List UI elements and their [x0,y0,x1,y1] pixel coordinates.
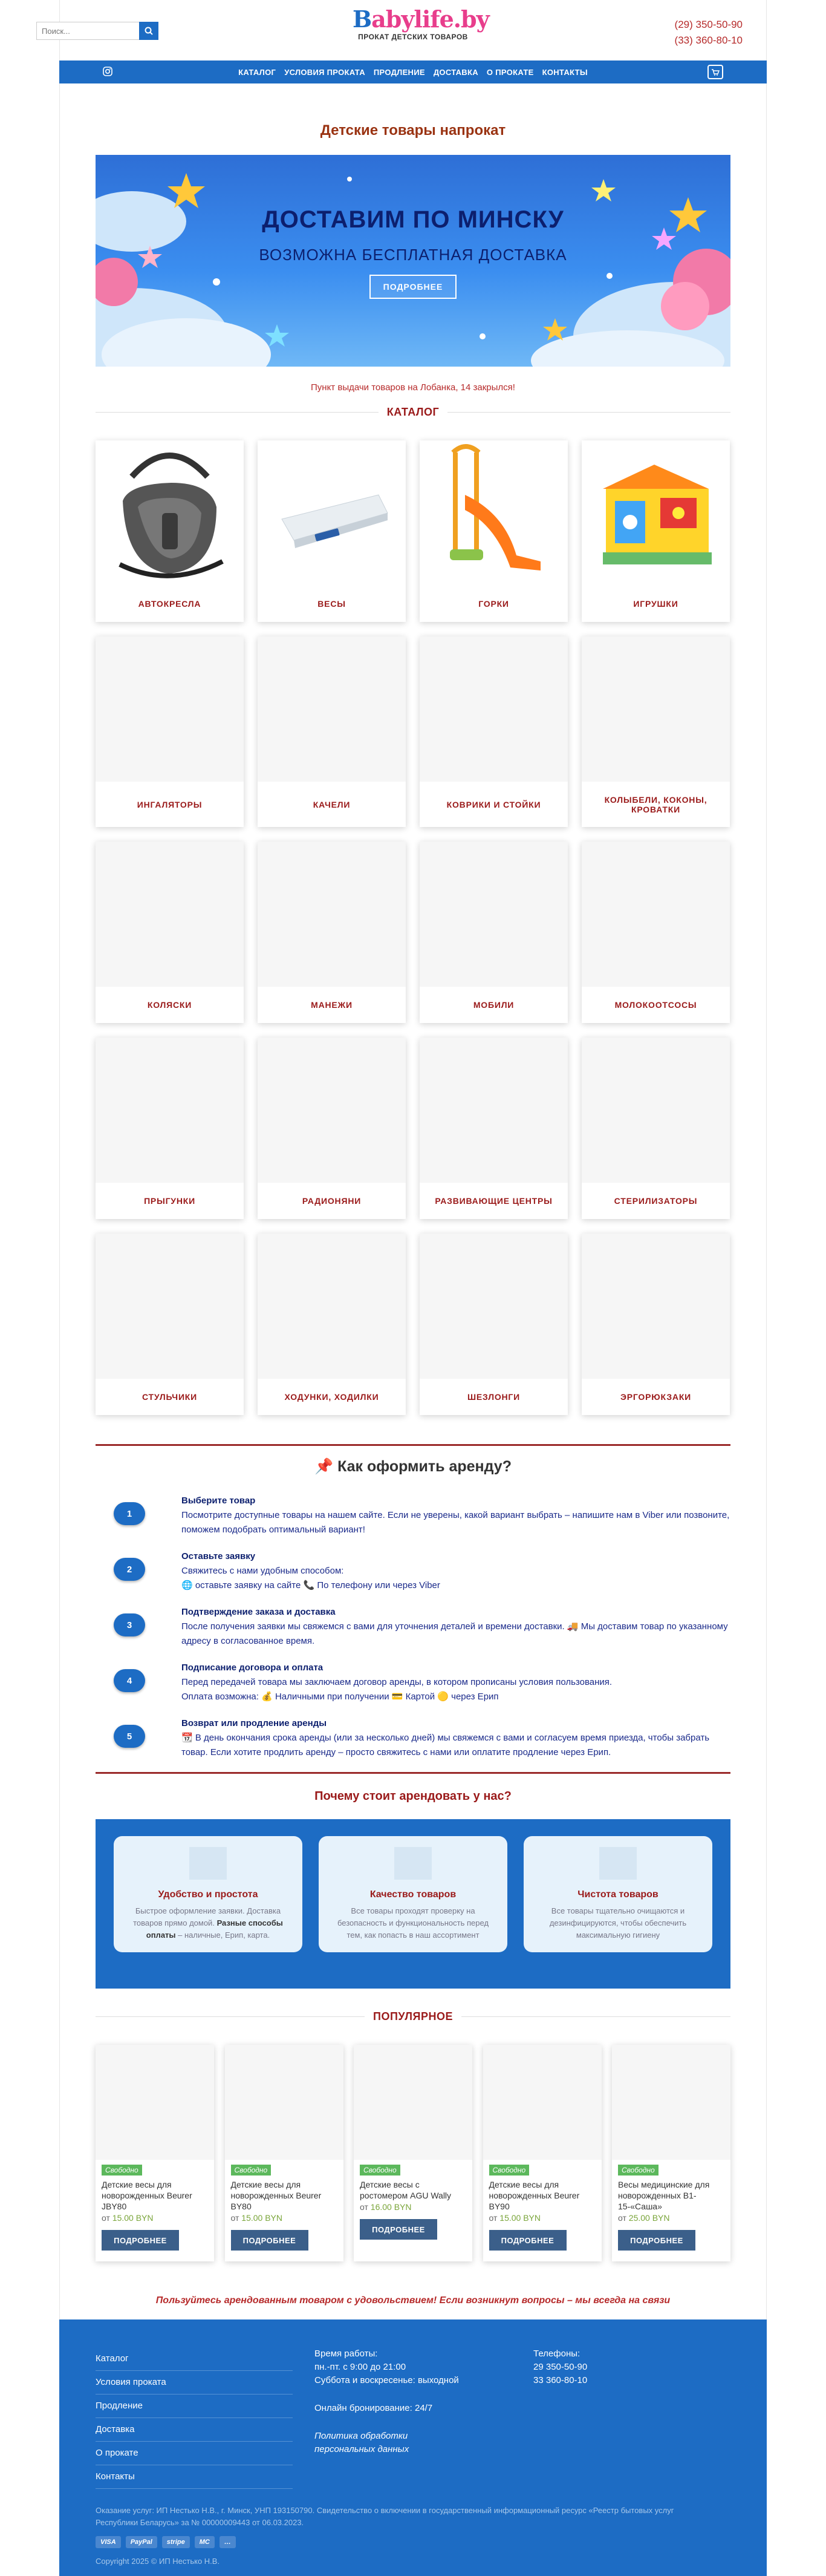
category-image [258,1038,406,1183]
banner-more-button[interactable]: ПОДРОБНЕЕ [369,275,457,299]
availability-badge: Свободно [618,2165,659,2176]
category-image [96,440,244,586]
category-card-scales[interactable] [258,440,406,622]
product-image[interactable] [96,2045,214,2160]
category-card-ergo-carriers[interactable] [582,1234,730,1415]
product-card[interactable] [483,2045,602,2261]
category-label: ПРЫГУНКИ [144,1196,195,1206]
category-label: МОБИЛИ [473,1000,515,1010]
category-card-strollers[interactable] [96,842,244,1023]
product-image[interactable] [612,2045,730,2160]
step-text: 📆 В день окончания срока аренды (или за несколько дней) мы свяжемся с вами и согласуем время приезда, чтобы забрать товар. Если хотите продлить аренду – просто свяжитесь с нами или оплатите продление через Ерип. [181,1733,710,1757]
category-image [420,636,568,782]
popular-products [96,2045,730,2261]
product-price: 15.00 BYN [241,2213,282,2223]
step-text: После получения заявки мы свяжемся с вами для уточнения деталей и времени доставки. 🚚 Мы доставим товар по указанному адресу в согласованное время. [181,1621,728,1646]
why-box-text: Быстрое оформление заявки. Доставка товаров прямо домой. [133,1906,281,1927]
category-card-baby-monitors[interactable] [258,1038,406,1219]
instagram-icon[interactable] [103,67,112,79]
category-card-highchairs[interactable] [96,1234,244,1415]
header-phones [675,17,743,48]
nav-rental-terms[interactable]: УСЛОВИЯ ПРОКАТА [284,67,365,77]
footer-phone-1[interactable]: 29 350-50-90 [533,2362,588,2372]
catalog-title: КАТАЛОГ [386,406,440,418]
step-text-2: 🌐 оставьте заявку на сайте 📞 По телефону или через Viber [181,1580,440,1590]
product-price: 16.00 BYN [370,2202,412,2212]
logo-letter: B [353,5,372,33]
category-image [420,1038,568,1183]
availability-badge: Свободно [102,2165,142,2176]
why-box-title: Чистота товаров [577,1889,659,1900]
logo-text: abylife.by [371,5,489,33]
category-label: МОЛОКООТСОСЫ [614,1000,697,1010]
product-price: 15.00 BYN [499,2213,541,2223]
price-prefix: от [618,2213,626,2223]
slogan: Пользуйтесь арендованным товаром с удовольствием! Если возникнут вопросы – мы всегда на связи [155,2295,671,2306]
product-name[interactable]: Детские весы для новорожденных Beurer BY90 [489,2180,580,2211]
category-label: КОЛЫБЕЛИ, КОКОНЫ, КРОВАТКИ [604,794,707,814]
search-icon [145,27,153,35]
pickup-notice: Пункт выдачи товаров на Лобанка, 14 закрылся! [311,382,515,393]
product-price: 25.00 BYN [628,2213,670,2223]
why-box-bold: Разные способы оплаты [146,1918,283,1940]
category-image [420,440,568,586]
product-card[interactable] [225,2045,343,2261]
product-image[interactable] [483,2045,602,2160]
availability-badge: Свободно [360,2165,400,2176]
banner-subheadline: ВОЗМОЖНА БЕСПЛАТНАЯ ДОСТАВКА [259,246,567,264]
category-label: АВТОКРЕСЛА [138,599,201,609]
category-card-walkers[interactable] [258,1234,406,1415]
why-box [524,1836,712,1952]
why-box-text: Все товары проходят проверку на безопасность и функциональность перед тем, как попасть в наш ассортимент [337,1906,489,1940]
product-card[interactable] [96,2045,214,2261]
header-phone-1[interactable]: (29) 350-50-90 [674,19,743,30]
visa-icon: VISA [96,2536,121,2548]
nav-about[interactable]: О ПРОКАТЕ [486,67,534,77]
site-header [0,0,826,60]
price-prefix: от [102,2213,110,2223]
category-image [96,842,244,987]
why-box-text: Все товары тщательно очищаются и дезинфицируются, чтобы обеспечить максимальную гигиену [549,1906,687,1940]
product-image[interactable] [225,2045,343,2160]
nav-contacts[interactable]: КОНТАКТЫ [542,67,588,77]
payment-more-icon: … [220,2536,236,2548]
step-title: Выберите товар [181,1496,256,1506]
category-label: СТУЛЬЧИКИ [141,1392,198,1402]
product-more-button[interactable]: ПОДРОБНЕЕ [102,2230,179,2251]
category-card-swings[interactable] [258,636,406,827]
product-card[interactable] [612,2045,730,2261]
product-image[interactable] [354,2045,472,2160]
why-box-icon [394,1847,432,1880]
category-label: СТЕРИЛИЗАТОРЫ [614,1196,698,1206]
mastercard-icon: MC [195,2536,215,2548]
category-card-car-seats[interactable] [96,440,244,622]
category-image [582,1038,730,1183]
online-booking: Онлайн бронирование: 24/7 [314,2403,433,2413]
step-number: 2 [114,1558,145,1581]
site-footer [59,2319,767,2576]
category-card-jumpers[interactable] [96,1038,244,1219]
howto-step [114,1494,730,1537]
why-title: Почему стоит арендовать у нас? [314,1790,512,1803]
category-card-activity-centers[interactable] [420,1038,568,1219]
footer-phone-2[interactable]: 33 360-80-10 [533,2375,588,2385]
step-title: Возврат или продление аренды [181,1718,327,1728]
hours-weekend: Суббота и воскресенье: выходной [314,2375,459,2385]
category-label: РАЗВИВАЮЩИЕ ЦЕНТРЫ [435,1196,553,1206]
header-phone-2[interactable]: (33) 360-80-10 [674,34,743,46]
category-card-toys[interactable] [582,440,730,622]
product-more-button[interactable]: ПОДРОБНЕЕ [231,2230,308,2251]
howto-step [114,1605,730,1649]
popular-title: ПОПУЛЯРНОЕ [373,2010,453,2022]
step-title: Подписание договора и оплата [181,1662,324,1673]
search-button[interactable] [139,22,158,40]
category-image [258,842,406,987]
hero-banner [96,155,730,367]
step-number: 1 [114,1502,145,1525]
category-label: ИНГАЛЯТОРЫ [137,799,203,809]
page-title: Детские товары напрокат [320,122,506,139]
footer-link-about[interactable]: О прокате [96,2442,293,2465]
section-divider [96,1444,730,1446]
copyright: Copyright 2025 © ИП Нестько Н.В. [96,2557,220,2566]
category-card-play-mats[interactable] [420,636,568,827]
why-section [96,1819,730,1989]
cart-icon[interactable] [707,65,723,79]
category-card-cribs[interactable] [582,636,730,827]
category-label: ИГРУШКИ [633,599,678,609]
hours-title: Время работы: [314,2349,378,2359]
nav-delivery[interactable]: ДОСТАВКА [433,67,478,77]
category-image [420,842,568,987]
howto-step [114,1661,730,1704]
product-more-button[interactable]: ПОДРОБНЕЕ [360,2219,437,2240]
site-logo[interactable] [353,5,489,41]
howto-step [114,1716,730,1760]
phones-title: Телефоны: [533,2349,580,2359]
stripe-icon: stripe [162,2536,190,2548]
footer-link-terms[interactable]: Условия проката [96,2371,293,2395]
category-image [420,1234,568,1379]
footer-link-extension[interactable]: Продление [96,2395,293,2418]
category-image [258,1234,406,1379]
nav-extension[interactable]: ПРОДЛЕНИЕ [373,67,425,77]
category-image [258,440,406,586]
category-card-slides[interactable] [420,440,568,622]
category-image [96,636,244,782]
step-text: Посмотрите доступные товары на нашем сайте. Если не уверены, какой вариант выбрать – напишите нам в Viber или позвоните, поможем подобрать оптимальный вариант! [181,1510,730,1535]
category-card-breast-pumps[interactable] [582,842,730,1023]
footer-link-delivery[interactable]: Доставка [96,2418,293,2442]
step-title: Подтверждение заказа и доставка [181,1607,336,1617]
price-prefix: от [360,2202,368,2212]
why-box-icon [599,1847,637,1880]
product-more-button[interactable]: ПОДРОБНЕЕ [618,2230,695,2251]
step-text: Перед передачей товара мы заключаем договор аренды, в котором прописаны условия пользования. [181,1677,613,1687]
category-label: ГОРКИ [478,599,509,609]
product-price: 15.00 BYN [112,2213,154,2223]
step-text: Свяжитесь с нами удобным способом: [181,1566,344,1576]
step-number: 4 [114,1669,145,1692]
product-name[interactable]: Весы медицинские для новорожденных В1-15-«Саша» [618,2180,710,2211]
footer-hours [314,2347,496,2456]
category-image [582,842,730,987]
why-box [114,1836,302,1952]
category-image [582,440,730,586]
nav-catalog[interactable]: КАТАЛОГ [238,67,276,77]
why-box-text-2: – наличные, Ерип, карта. [178,1930,270,1940]
step-number: 5 [114,1725,145,1748]
category-card-playpens[interactable] [258,842,406,1023]
price-prefix: от [489,2213,498,2223]
product-name[interactable]: Детские весы с ростомером AGU Wally [360,2180,452,2200]
howto-title: 📌 Как оформить аренду? [314,1458,512,1475]
category-card-bouncers[interactable] [420,1234,568,1415]
hours-weekdays: пн.-пт. с 9:00 до 21:00 [314,2362,406,2372]
footer-phones [533,2347,715,2387]
category-label: ЭРГОРЮКЗАКИ [620,1392,692,1402]
product-name[interactable]: Детские весы для новорожденных Beurer BY80 [230,2180,322,2211]
availability-badge: Свободно [489,2165,530,2176]
search-form [36,22,158,40]
price-prefix: от [230,2213,239,2223]
category-label: ШЕЗЛОНГИ [467,1392,521,1402]
step-number: 3 [114,1613,145,1636]
main-nav [59,60,767,83]
category-label: ВЕСЫ [317,599,346,609]
payment-icons [96,2536,236,2548]
category-card-inhalers[interactable] [96,636,244,827]
howto-step [114,1549,730,1593]
footer-link-contacts[interactable]: Контакты [96,2465,293,2489]
category-label: КОЛЯСКИ [147,1000,192,1010]
footer-menu [96,2347,293,2489]
category-image [582,1234,730,1379]
footer-link-catalog[interactable]: Каталог [96,2347,293,2371]
why-box-title: Качество товаров [369,1889,457,1900]
banner-headline: ДОСТАВИМ ПО МИНСКУ [262,206,564,233]
category-label: ХОДУНКИ, ХОДИЛКИ [284,1392,379,1402]
step-title: Оставьте заявку [181,1551,256,1561]
availability-badge: Свободно [231,2165,272,2176]
product-card[interactable] [354,2045,472,2261]
catalog-heading [96,406,730,419]
category-image [258,636,406,782]
step-text-2: Оплата возможна: 💰 Наличными при получении 💳 Картой 🟡 через Ерип [181,1692,499,1702]
category-label: МАНЕЖИ [311,1000,353,1010]
category-image [96,1038,244,1183]
why-box-title: Удобство и простота [158,1889,258,1900]
legal-notice: Оказание услуг: ИП Нестько Н.В., г. Минск, УНП 193150790. Свидетельство о включении в государственный информационный ресурс «Реестр бытовых услуг Республики Беларусь» за № 00000009443 от 06.03.2023. [96,2506,674,2527]
paypal-icon: PayPal [126,2536,157,2548]
why-box [319,1836,507,1952]
logo-subtitle: ПРОКАТ ДЕТСКИХ ТОВАРОВ [358,33,468,41]
section-divider [96,1772,730,1774]
category-label: КАЧЕЛИ [313,799,351,809]
howto-steps [114,1494,730,1760]
category-image [582,636,730,782]
category-image [96,1234,244,1379]
category-card-mobiles[interactable] [420,842,568,1023]
privacy-policy-link[interactable]: Политика обработки персональных данных [314,2431,409,2454]
category-label: РАДИОНЯНИ [302,1196,362,1206]
popular-heading [96,2010,730,2023]
product-more-button[interactable]: ПОДРОБНЕЕ [489,2230,567,2251]
category-card-sterilizers[interactable] [582,1038,730,1219]
search-input[interactable] [36,22,139,40]
why-box-icon [189,1847,227,1880]
product-name[interactable]: Детские весы для новорожденных Beurer JBY80 [102,2180,192,2211]
catalog-grid [96,440,730,1430]
category-label: КОВРИКИ И СТОЙКИ [446,799,541,809]
